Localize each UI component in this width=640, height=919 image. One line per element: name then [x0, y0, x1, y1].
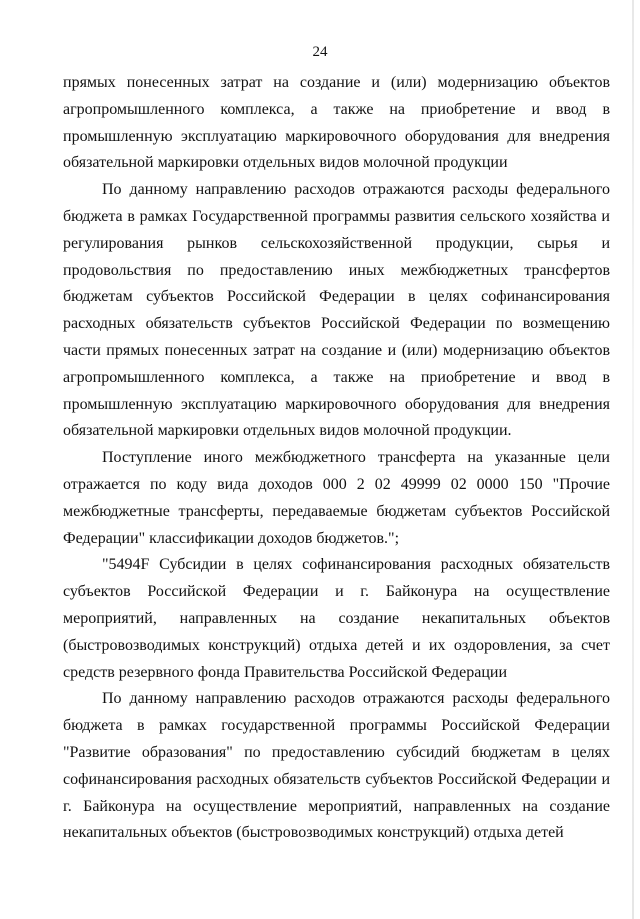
page-number: 24 [312, 44, 328, 60]
body-text [63, 70, 610, 847]
paragraph-income-code: Поступление иного межбюджетного трансферта на указанные цели отражается по коду вида доходов 000 2 02 49999 02 0000 150 "Прочие межбюджетные трансферты, передаваемые бюджетам субъектов Российской Федерации" классификации доходов бюджетов."; [63, 449, 610, 547]
paragraph-expense-description-5494f: По данному направлению расходов отражаются расходы федерального бюджета в рамках государственной программы Российской Федерации "Развитие образования" по предоставлению субсидий бюджетам в целях софинансирования расходных обязательств субъектов Российской Федерации и г. Байконура на осуществление мероприятий, направленных на создание некапитальных объектов (быстровозводимых конструкций) отдыха детей [63, 690, 610, 842]
scan-edge-shadow [632, 0, 634, 919]
paragraph-expense-description: По данному направлению расходов отражаются расходы федерального бюджета в рамках Государственной программы развития сельского хозяйства и регулирования рынков сельскохозяйственной продукции, сырья и продовольствия по предоставлению иных межбюджетных трансфертов бюджетам субъектов Российской Федерации в целях софинансирования расходных обязательств субъектов Российской Федерации по возмещению части прямых понесенных затрат на создание и (или) модернизацию объектов агропромышленного комплекса, а также на приобретение и ввод в промышленную эксплуатацию маркировочного оборудования для внедрения обязательной маркировки отдельных видов молочной продукции. [63, 181, 610, 440]
paragraph-continuation: прямых понесенных затрат на создание и (или) модернизацию объектов агропромышленного комплекса, а также на приобретение и ввод в промышленную эксплуатацию маркировочного оборудования для внедрения обязательной маркировки отдельных видов молочной продукции [63, 74, 610, 172]
paragraph-expense-heading-5494f: "5494F Субсидии в целях софинансирования расходных обязательств субъектов Российской Федерации и г. Байконура на осуществление мероприятий, направленных на создание некапитальных объектов (быстровозводимых конструкций) отдыха детей и их оздоровления, за счет средств резервного фонда Правительства Российской Федерации [63, 556, 610, 681]
